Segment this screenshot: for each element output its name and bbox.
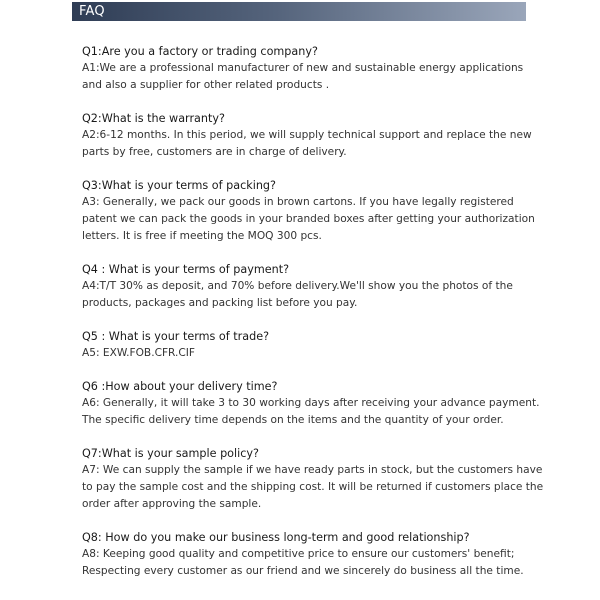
faq-question-6: Q6 :How about your delivery time?	[82, 380, 278, 393]
faq-answer-6	[82, 395, 540, 429]
answer-line: A1:We are a professional manufacturer of new and sustainable energy applications	[82, 62, 524, 74]
faq-list	[82, 43, 544, 596]
answer-line: and also a supplier for other related products .	[82, 79, 330, 91]
faq-question-5: Q5 : What is your terms of trade?	[82, 330, 270, 343]
answer-line: parts by free, customers are in charge of delivery.	[82, 146, 347, 158]
faq-answer-5	[82, 345, 522, 362]
answer-line: A4:T/T 30% as deposit, and 70% before delivery.We'll show you the photos of the	[82, 280, 513, 292]
faq-item-1	[82, 43, 522, 94]
answer-line: A2:6-12 months. In this period, we will supply technical support and replace the new	[82, 129, 532, 141]
faq-answer-3	[82, 194, 535, 245]
faq-question-8: Q8: How do you make our business long-term and good relationship?	[82, 531, 470, 544]
faq-answer-2	[82, 127, 532, 161]
faq-item-2	[82, 110, 532, 161]
faq-question-2: Q2:What is the warranty?	[82, 112, 225, 125]
answer-line: A7: We can supply the sample if we have ready parts in stock, but the customers have	[82, 464, 543, 476]
answer-line: A3: Generally, we pack our goods in brown cartons. If you have legally registered	[82, 196, 514, 208]
answer-line: A5: EXW.FOB.CFR.CIF	[82, 347, 196, 359]
faq-answer-7	[82, 462, 544, 513]
faq-item-5	[82, 328, 522, 362]
answer-line: Respecting every customer as our friend and we sincerely do business all the time.	[82, 565, 524, 577]
answer-line: patent we can pack the goods in your branded boxes after getting your authorization	[82, 213, 535, 225]
answer-line: to pay the sample cost and the shipping cost. It will be returned if customers place the	[82, 481, 544, 493]
answer-line: order after approving the sample.	[82, 498, 262, 510]
faq-question-7: Q7:What is your sample policy?	[82, 447, 259, 460]
faq-answer-8	[82, 546, 522, 580]
answer-line: A8: Keeping good quality and competitive price to ensure our customers' benefit;	[82, 548, 515, 560]
faq-question-1: Q1:Are you a factory or trading company?	[82, 45, 318, 58]
faq-title: FAQ	[79, 4, 105, 19]
faq-item-3	[82, 177, 535, 245]
faq-item-8	[82, 529, 522, 580]
answer-line: The specific delivery time depends on the items and the quantity of your order.	[82, 414, 504, 426]
faq-item-4	[82, 261, 522, 312]
answer-line: A6: Generally, it will take 3 to 30 working days after receiving your advance payment.	[82, 397, 540, 409]
faq-answer-1	[82, 60, 522, 94]
answer-line: letters. It is free if meeting the MOQ 300 pcs.	[82, 230, 322, 242]
faq-answer-4	[82, 278, 522, 312]
faq-question-4: Q4 : What is your terms of payment?	[82, 263, 290, 276]
faq-item-6	[82, 378, 540, 429]
answer-line: products, packages and packing list before you pay.	[82, 297, 358, 309]
faq-item-7	[82, 445, 544, 513]
faq-header-bar	[72, 2, 526, 21]
faq-question-3: Q3:What is your terms of packing?	[82, 179, 276, 192]
